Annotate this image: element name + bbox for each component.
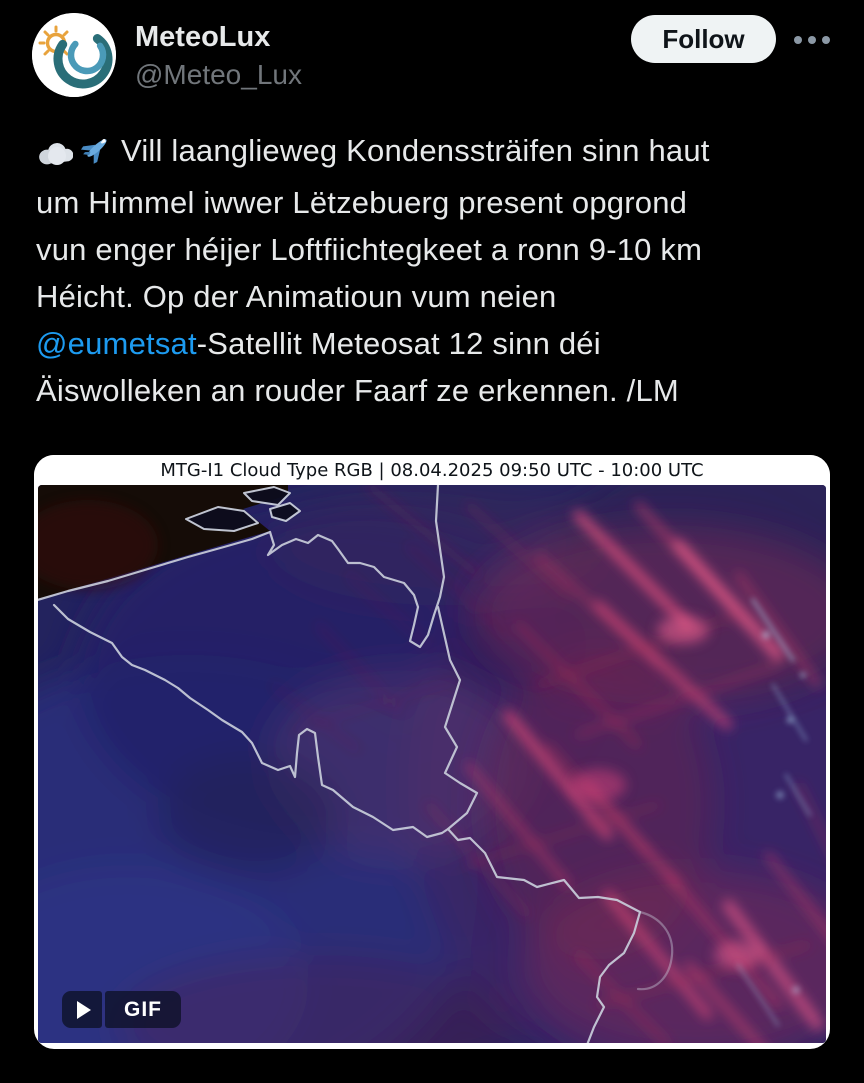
- tweet-line: Héicht. Op der Animatioun vum neien: [36, 279, 557, 314]
- more-menu-icon[interactable]: [794, 15, 830, 63]
- airplane-emoji-icon: [79, 130, 115, 179]
- tweet-line: [36, 320, 836, 367]
- cloud-emoji-icon: [36, 132, 73, 179]
- ellipsis-dot: [808, 36, 816, 44]
- avatar[interactable]: [32, 13, 116, 97]
- meteolux-logo-icon: [32, 13, 116, 97]
- tweet-line: um Himmel iwwer Lëtzebuerg present opgrond: [36, 185, 688, 220]
- satellite-image-caption: MTG-I1 Cloud Type RGB | 08.04.2025 09:50 UTC - 10:00 UTC: [34, 455, 830, 485]
- user-handle[interactable]: @Meteo_Lux: [135, 58, 302, 90]
- display-name[interactable]: MeteoLux: [135, 21, 271, 53]
- header-actions: [631, 13, 830, 63]
- follow-button[interactable]: Follow: [631, 15, 776, 63]
- tweet-line-text: -Satellit Meteosat 12 sinn déi: [196, 326, 601, 361]
- tweet-header: [32, 13, 830, 99]
- tweet-line: [36, 127, 836, 179]
- gif-badge: GIF: [105, 991, 181, 1028]
- satellite-map-graphic: [38, 485, 826, 1043]
- gif-controls: [62, 991, 181, 1028]
- tweet-line: vun enger héijer Loftfiichtegkeet a ronn 9-10 km: [36, 232, 703, 267]
- tweet-text: [36, 127, 836, 414]
- eumetsat-mention-link[interactable]: @eumetsat: [36, 326, 197, 361]
- identity-block: [135, 13, 302, 93]
- play-button[interactable]: [62, 991, 102, 1028]
- ellipsis-dot: [794, 36, 802, 44]
- tweet-line: Äiswolleken an rouder Faarf ze erkennen. /LM: [36, 373, 679, 408]
- ellipsis-dot: [822, 36, 830, 44]
- play-icon: [77, 1001, 91, 1019]
- tweet-line-text: Vill laanglieweg Kondenssträifen sinn haut: [121, 133, 710, 168]
- gif-media-card[interactable]: [34, 455, 830, 1049]
- satellite-image: [38, 485, 826, 1043]
